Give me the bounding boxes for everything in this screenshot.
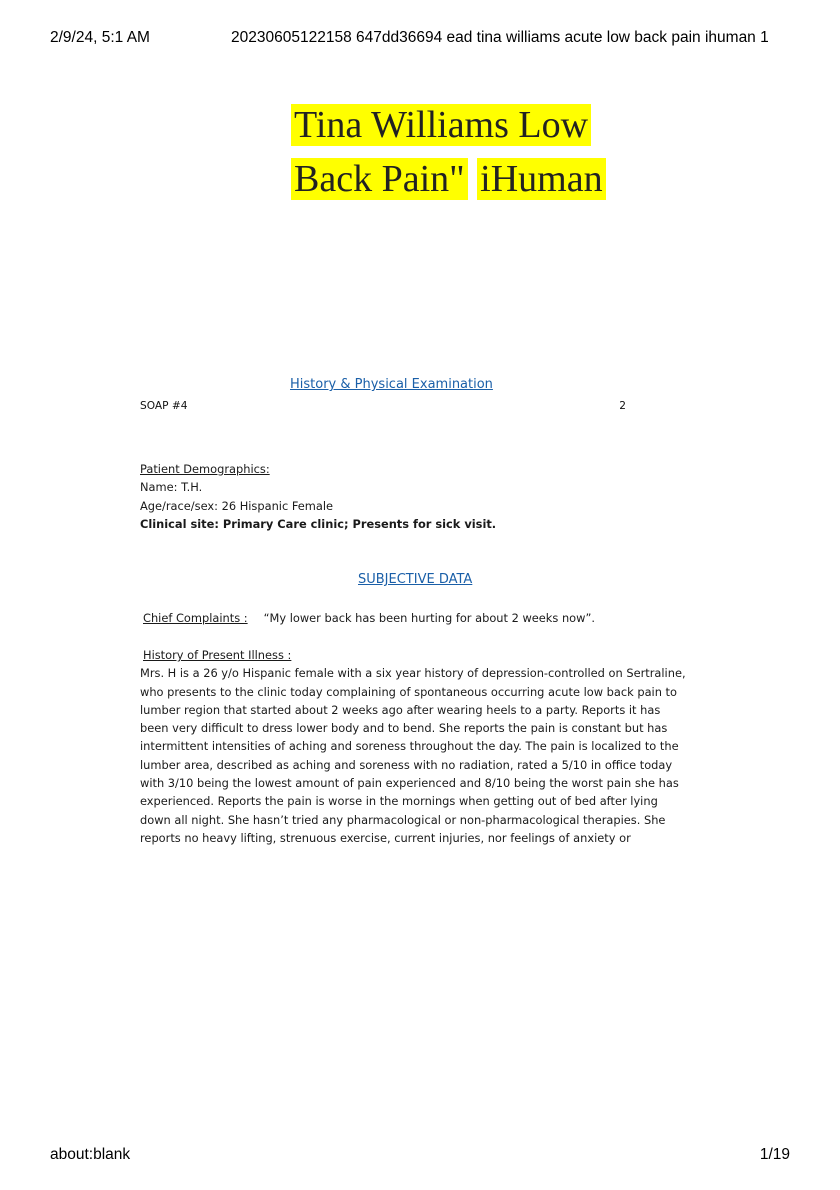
demographics-heading: Patient Demographics:: [140, 462, 270, 476]
soap-line: [140, 400, 626, 412]
demographics-name: Name: T.H.: [140, 480, 203, 495]
print-header-datetime: 2/9/24, 5:1 AM: [50, 29, 150, 46]
history-present-illness: [140, 646, 700, 847]
print-footer-page: 1/19: [759, 1146, 790, 1163]
hpi-line: reports no heavy lifting, strenuous exercise, current injuries, nor feelings of anxiety or: [140, 830, 631, 845]
soap-label: SOAP #4: [140, 400, 188, 412]
chief-complaint-text: “My lower back has been hurting for about 2 weeks now”.: [263, 611, 595, 625]
hpi-line: with 3/10 being the lowest amount of pain experienced and 8/10 being the worst pain she has: [140, 776, 679, 791]
chief-complaint: [140, 609, 700, 627]
hpi-line: been very difficult to dress lower body and to bend. She reports the pain is constant but has: [140, 721, 668, 736]
hpi-line: lumber area, described as aching and soreness with no radiation, rated a 5/10 in office today: [140, 757, 673, 772]
history-physical-heading: History & Physical Examination: [290, 377, 493, 392]
title-line-2b: iHuman: [477, 158, 605, 200]
title-line-2a: Back Pain": [291, 158, 468, 200]
hpi-line: Mrs. H is a 26 y/o Hispanic female with a six year history of depression-controlled on Sertraline,: [140, 666, 686, 681]
patient-demographics: [140, 460, 700, 533]
hpi-line: down all night. She hasn’t tried any pharmacological or non-pharmacological therapies. She: [140, 812, 666, 827]
chief-complaint-label: Chief Complaints :: [143, 611, 248, 625]
print-footer-url: about:blank: [50, 1146, 131, 1163]
hpi-line: lumber region that started about 2 weeks ago after wearing heels to a party. Reports it has: [140, 702, 661, 717]
hpi-line: who presents to the clinic today complaining of spontaneous occurring acute low back pain to: [140, 684, 677, 699]
demographics-clinical-site: Clinical site: Primary Care clinic; Presents for sick visit.: [140, 516, 497, 531]
hpi-line: intermittent intensities of aching and soreness throughout the day. The pain is localized to the: [140, 739, 679, 754]
title-line-1: Tina Williams Low: [291, 104, 591, 146]
hpi-line: experienced. Reports the pain is worse in the mornings when getting out of bed after lying: [140, 794, 658, 809]
hpi-label: History of Present Illness :: [143, 648, 292, 662]
print-header-doc-title: 20230605122158 647dd36694 ead tina williams acute low back pain ihuman 1: [231, 29, 769, 46]
document-title: [291, 98, 606, 206]
subjective-data-heading: SUBJECTIVE DATA: [358, 572, 473, 587]
soap-number: 2: [619, 400, 626, 412]
demographics-age-race-sex: Age/race/sex: 26 Hispanic Female: [140, 498, 334, 513]
hpi-body: [140, 664, 688, 847]
